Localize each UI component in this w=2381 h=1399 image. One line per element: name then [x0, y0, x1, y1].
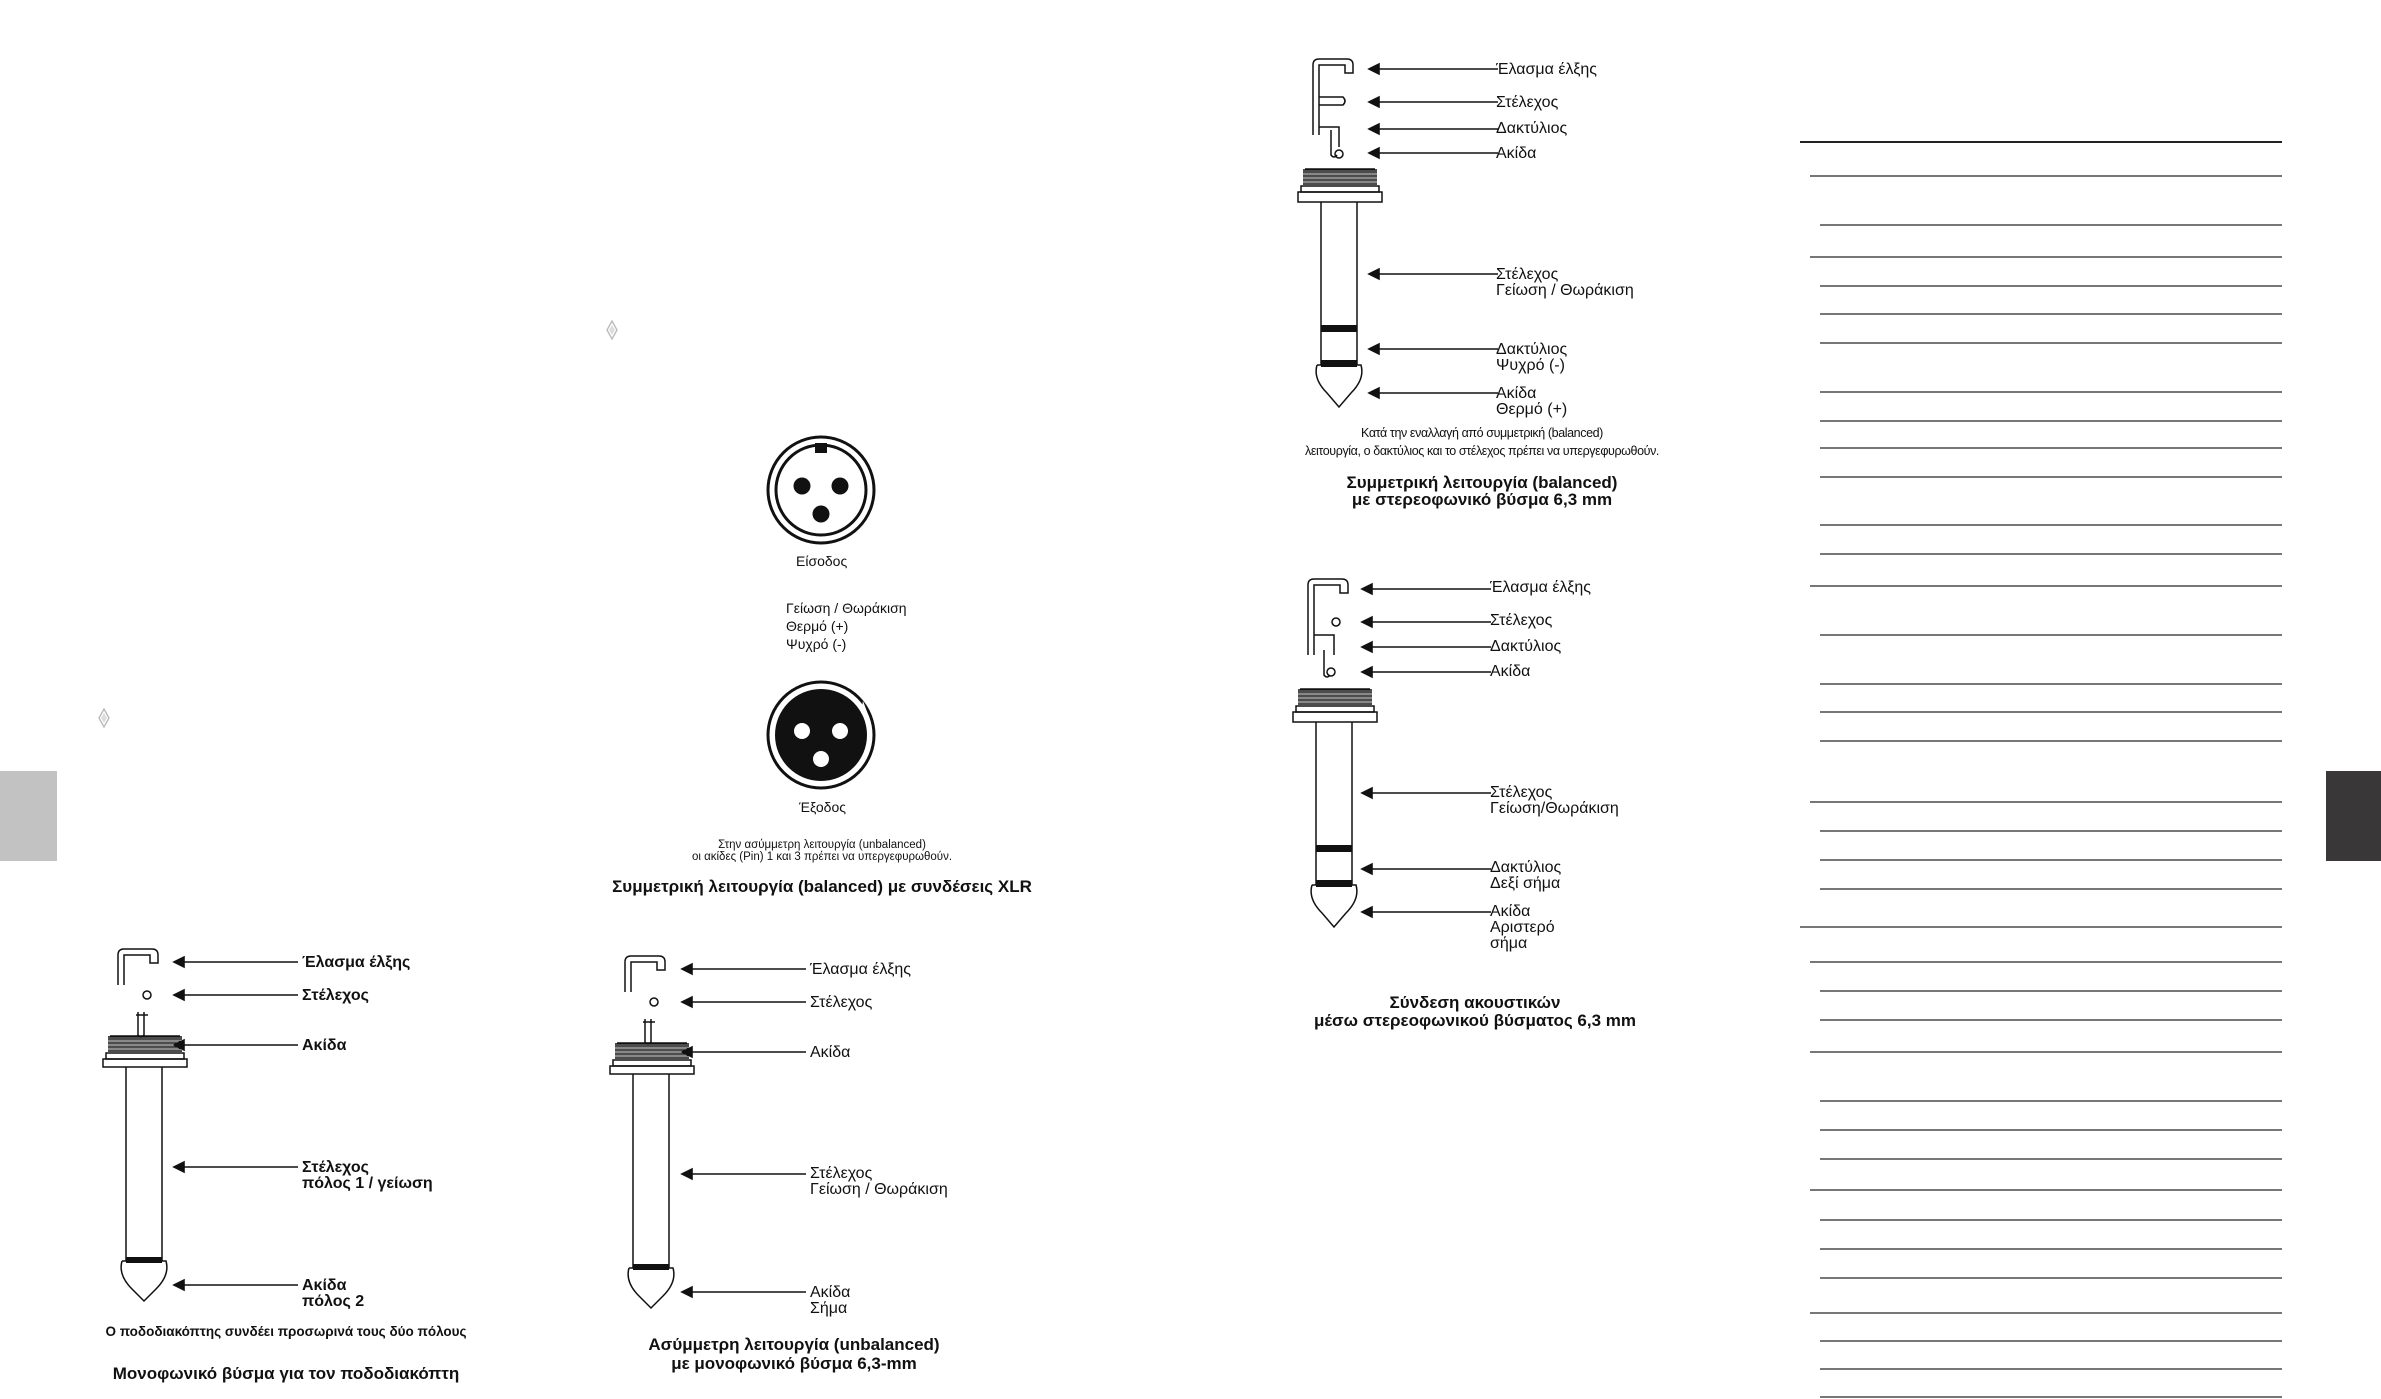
notes-rule	[1820, 1277, 2282, 1279]
xlr-note-line2: οι ακίδες (Pin) 1 και 3 πρέπει να υπεργεφυρωθούν.	[691, 851, 953, 863]
balanced-stereo-label-ring-1: Δακτύλιος	[1496, 341, 1568, 358]
notes-rule	[1810, 961, 2282, 963]
headphones-stereo-label-sleeve-top: Στέλεχος	[1490, 612, 1553, 629]
xlr-output-connector	[765, 679, 877, 791]
headphones-stereo-label-sleeve-2: Γείωση/Θωράκιση	[1490, 800, 1619, 817]
notes-rule	[1820, 553, 2282, 555]
mono-footswitch-label-tip-2: πόλος 2	[302, 1293, 365, 1310]
notes-rule	[1820, 1396, 2282, 1398]
notes-rule	[1810, 1189, 2282, 1191]
xlr-output-label: Έξοδος	[799, 799, 846, 815]
unbalanced-mono-label-sleeve-top: Στέλεχος	[810, 994, 873, 1011]
notes-rule	[1820, 1019, 2282, 1021]
headphones-stereo-label-ring-2: Δεξί σήμα	[1490, 875, 1561, 892]
unbalanced-mono-label-tension: Έλασμα έλξης	[810, 961, 912, 978]
notes-rule	[1820, 1129, 2282, 1131]
notes-rule	[1820, 683, 2282, 685]
unbalanced-mono-arrows	[678, 952, 808, 1322]
balanced-stereo-label-tip-1: Ακίδα	[1496, 385, 1537, 402]
notes-rule	[1810, 256, 2282, 258]
balanced-stereo-label-sleeve-top: Στέλεχος	[1496, 94, 1559, 111]
notes-rule	[1810, 1051, 2282, 1053]
notes-rule	[1820, 1368, 2282, 1370]
balanced-stereo-label-tip-2: Θερμό (+)	[1496, 401, 1568, 418]
balanced-stereo-label-sleeve-2: Γείωση / Θωράκιση	[1496, 282, 1634, 299]
notes-rule	[1820, 1158, 2282, 1160]
notes-rule	[1810, 1312, 2282, 1314]
mono-footswitch-caption: Μονοφωνικό βύσμα για τον ποδοδιακόπτη	[112, 1364, 460, 1383]
headphones-stereo-label-ring-1: Δακτύλιος	[1490, 859, 1562, 876]
balanced-stereo-label-ring-top: Δακτύλιος	[1496, 120, 1568, 137]
notes-rule	[1820, 420, 2282, 422]
headphones-stereo-arrows	[1358, 575, 1493, 940]
mono-footswitch-label-tip-top: Ακίδα	[302, 1037, 347, 1054]
notes-rule	[1820, 740, 2282, 742]
notes-rule	[1820, 285, 2282, 287]
notes-rule	[1820, 830, 2282, 832]
xlr-note-line1: Στην ασύμμετρη λειτουργία (unbalanced)	[718, 839, 926, 851]
left-page-tab	[0, 771, 57, 861]
notes-rule	[1820, 342, 2282, 344]
xlr-pin-hot: Θερμό (+)	[786, 618, 849, 634]
xlr-caption: Συμμετρική λειτουργία (balanced) με συνδέσεις XLR	[612, 877, 1032, 896]
unbalanced-mono-caption-1: Ασύμμετρη λειτουργία (unbalanced)	[648, 1335, 940, 1354]
mono-footswitch-label-tip-1: Ακίδα	[302, 1277, 347, 1294]
notes-rule	[1820, 634, 2282, 636]
unbalanced-mono-label-tip-2: Σήμα	[810, 1300, 848, 1317]
notes-rule	[1820, 711, 2282, 713]
xlr-pin-ground: Γείωση / Θωράκιση	[786, 600, 907, 616]
mono-footswitch-arrows	[170, 945, 300, 1315]
headphones-stereo-caption-2: μέσω στερεοφωνικού βύσματος 6,3 mm	[1313, 1011, 1637, 1030]
balanced-stereo-caption-1: Συμμετρική λειτουργία (balanced)	[1346, 473, 1618, 492]
mono-footswitch-label-tension: Έλασμα έλξης	[302, 954, 411, 971]
notes-rule	[1810, 801, 2282, 803]
headphones-stereo-label-sleeve-1: Στέλεχος	[1490, 784, 1553, 801]
xlr-input-connector	[765, 434, 877, 546]
mono-footswitch-label-sleeve-1: Στέλεχος	[302, 1159, 369, 1176]
notes-rule	[1820, 888, 2282, 890]
unbalanced-mono-label-tip-top: Ακίδα	[810, 1044, 851, 1061]
balanced-stereo-caption-2: με στερεοφωνικό βύσμα 6,3 mm	[1351, 490, 1613, 509]
notes-rule	[1820, 476, 2282, 478]
notes-rule	[1820, 524, 2282, 526]
notes-rule	[1820, 1340, 2282, 1342]
balanced-stereo-label-ring-2: Ψυχρό (-)	[1496, 357, 1565, 374]
notes-rule	[1820, 1248, 2282, 1250]
headphones-stereo-label-tip-top: Ακίδα	[1490, 663, 1531, 680]
notes-rule	[1820, 1219, 2282, 1221]
right-page-tab	[2326, 771, 2381, 861]
unbalanced-mono-label-tip-1: Ακίδα	[810, 1284, 851, 1301]
notes-rule	[1820, 224, 2282, 226]
balanced-stereo-arrows	[1365, 55, 1500, 420]
balanced-stereo-label-tension: Έλασμα έλξης	[1496, 61, 1598, 78]
notes-rule	[1820, 1100, 2282, 1102]
balanced-stereo-note-1: Κατά την εναλλαγή από συμμετρική (balanced)	[1361, 426, 1603, 440]
notes-rule	[1810, 585, 2282, 587]
mono-footswitch-note: Ο ποδοδιακόπτης συνδέει προσωρινά τους δύο πόλους	[105, 1324, 467, 1339]
xlr-pin-cold: Ψυχρό (-)	[786, 636, 847, 652]
balanced-stereo-note-2: λειτουργία, ο δακτύλιος και το στέλεχος πρέπει να υπεργεφυρωθούν.	[1305, 444, 1659, 458]
headphones-stereo-label-tip-3: σήμα	[1490, 935, 1528, 952]
notes-rule	[1820, 447, 2282, 449]
notes-rule	[1800, 926, 2282, 928]
unbalanced-mono-caption-2: με μονοφωνικό βύσμα 6,3-mm	[671, 1354, 917, 1373]
headphones-stereo-label-tip-2: Αριστερό	[1490, 919, 1555, 936]
registration-mark-icon	[606, 320, 618, 340]
balanced-stereo-label-sleeve-1: Στέλεχος	[1496, 266, 1559, 283]
headphones-stereo-label-tip-1: Ακίδα	[1490, 903, 1531, 920]
notes-rule	[1800, 141, 2282, 143]
notes-rule	[1820, 391, 2282, 393]
notes-rule	[1810, 175, 2282, 177]
unbalanced-mono-label-sleeve-1: Στέλεχος	[810, 1165, 873, 1182]
balanced-stereo-label-tip-top: Ακίδα	[1496, 145, 1537, 162]
mono-footswitch-label-sleeve-top: Στέλεχος	[302, 987, 369, 1004]
notes-rule	[1820, 990, 2282, 992]
registration-mark-icon	[98, 708, 110, 728]
notes-rule	[1820, 313, 2282, 315]
notes-rule	[1820, 859, 2282, 861]
mono-footswitch-label-sleeve-2: πόλος 1 / γείωση	[302, 1175, 433, 1192]
headphones-stereo-label-tension: Έλασμα έλξης	[1490, 579, 1592, 596]
unbalanced-mono-label-sleeve-2: Γείωση / Θωράκιση	[810, 1181, 948, 1198]
xlr-input-label: Είσοδος	[796, 553, 848, 569]
headphones-stereo-label-ring-top: Δακτύλιος	[1490, 638, 1562, 655]
headphones-stereo-caption-1: Σύνδεση ακουστικών	[1389, 993, 1561, 1012]
